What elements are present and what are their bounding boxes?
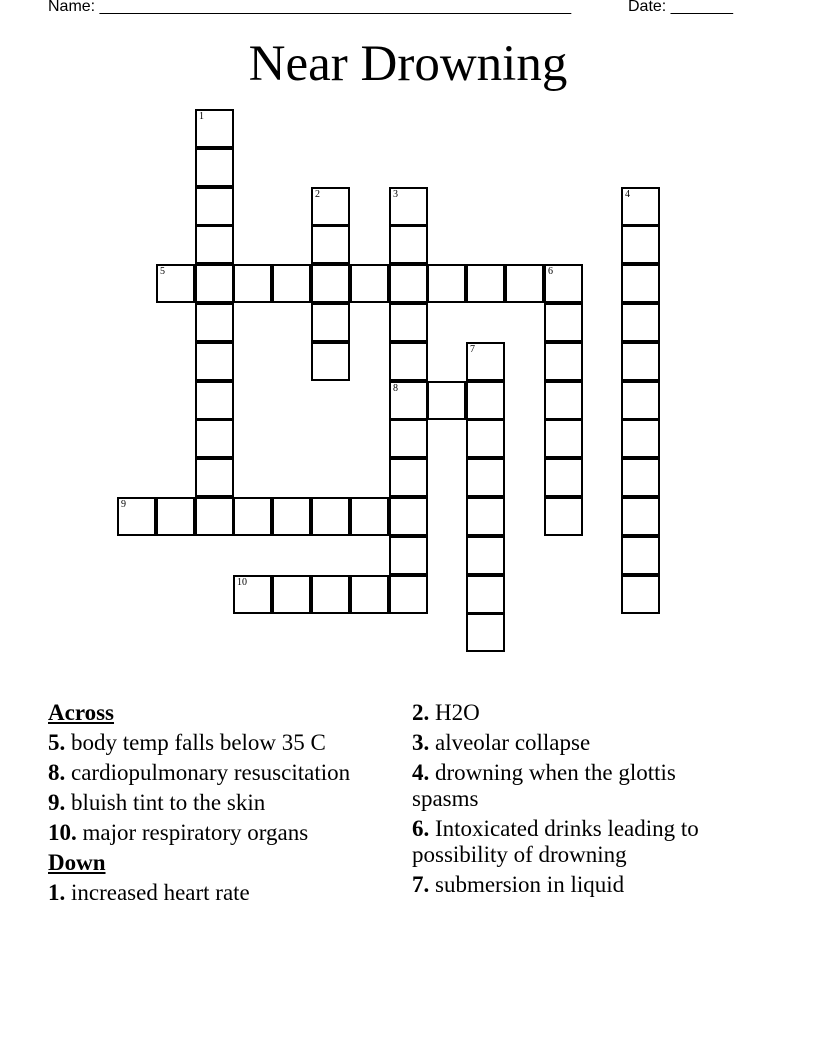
grid-cell[interactable] — [505, 264, 544, 303]
grid-cell[interactable] — [544, 419, 583, 458]
clue-text: alveolar collapse — [435, 730, 591, 755]
grid-cell[interactable] — [389, 187, 428, 226]
grid-cell[interactable] — [466, 264, 505, 303]
puzzle-title: Near Drowning — [248, 36, 568, 92]
clue-number: 2. — [412, 700, 430, 725]
grid-cell[interactable] — [311, 187, 350, 226]
clue-number-label: 5 — [160, 266, 165, 277]
grid-cell[interactable] — [311, 303, 350, 342]
clue-number: 3. — [412, 730, 430, 755]
grid-cell[interactable] — [544, 381, 583, 420]
grid-cell[interactable] — [195, 264, 234, 303]
grid-cell[interactable] — [195, 497, 234, 536]
clue-text: Intoxicated drinks leading to possibility of drowning — [412, 816, 699, 867]
clue-across-5 — [48, 730, 383, 756]
grid-cell[interactable] — [389, 575, 428, 614]
grid-cell[interactable] — [544, 497, 583, 536]
grid-cell[interactable] — [389, 536, 428, 575]
grid-cell[interactable] — [544, 458, 583, 497]
grid-cell[interactable] — [195, 381, 234, 420]
grid-cell[interactable] — [621, 381, 660, 420]
clue-number: 7. — [412, 872, 430, 897]
clue-down-3 — [412, 730, 742, 756]
grid-cell[interactable] — [466, 419, 505, 458]
grid-cell[interactable] — [195, 458, 234, 497]
grid-cell[interactable] — [389, 497, 428, 536]
grid-cell[interactable] — [621, 575, 660, 614]
clue-number: 9. — [48, 790, 66, 815]
clue-down-4 — [412, 760, 742, 812]
clue-text: bluish tint to the skin — [71, 790, 266, 815]
grid-cell[interactable] — [195, 225, 234, 264]
grid-cell[interactable] — [311, 264, 350, 303]
grid-cell[interactable] — [272, 575, 311, 614]
grid-cell[interactable] — [195, 342, 234, 381]
clue-number: 5. — [48, 730, 66, 755]
clue-number: 4. — [412, 760, 430, 785]
grid-cell[interactable] — [156, 264, 195, 303]
grid-cell[interactable] — [311, 225, 350, 264]
grid-cell[interactable] — [621, 342, 660, 381]
down-heading: Down — [48, 850, 106, 875]
clue-across-10 — [48, 820, 383, 846]
grid-cell[interactable] — [466, 342, 505, 381]
grid-cell[interactable] — [466, 575, 505, 614]
clue-down-7 — [412, 872, 742, 898]
grid-cell[interactable] — [544, 264, 583, 303]
clue-number-label: 3 — [393, 189, 398, 200]
clue-number: 10. — [48, 820, 77, 845]
grid-cell[interactable] — [350, 497, 389, 536]
grid-cell[interactable] — [544, 303, 583, 342]
grid-cell[interactable] — [233, 497, 272, 536]
clue-number-label: 9 — [121, 499, 126, 510]
clue-number-label: 1 — [199, 111, 204, 122]
grid-cell[interactable] — [350, 575, 389, 614]
grid-cell[interactable] — [195, 419, 234, 458]
clue-number-label: 4 — [625, 189, 630, 200]
grid-cell[interactable] — [311, 575, 350, 614]
clue-number: 6. — [412, 816, 430, 841]
name-field-label: Name: _____________________________________________________ — [48, 0, 572, 15]
grid-cell[interactable] — [466, 458, 505, 497]
grid-cell[interactable] — [621, 458, 660, 497]
grid-cell[interactable] — [427, 381, 466, 420]
clue-text: body temp falls below 35 C — [71, 730, 326, 755]
grid-cell[interactable] — [621, 497, 660, 536]
grid-cell[interactable] — [621, 225, 660, 264]
across-heading: Across — [48, 700, 115, 725]
grid-cell[interactable] — [621, 264, 660, 303]
clue-text: submersion in liquid — [435, 872, 625, 897]
clue-down-2 — [412, 700, 742, 726]
clue-number: 1. — [48, 880, 66, 905]
grid-cell[interactable] — [389, 342, 428, 381]
grid-cell[interactable] — [272, 264, 311, 303]
clues-left-column — [48, 700, 383, 910]
grid-cell[interactable] — [544, 342, 583, 381]
grid-cell[interactable] — [621, 303, 660, 342]
grid-cell[interactable] — [195, 148, 234, 187]
grid-cell[interactable] — [621, 536, 660, 575]
grid-cell[interactable] — [389, 264, 428, 303]
grid-cell[interactable] — [621, 419, 660, 458]
clue-across-9 — [48, 790, 383, 816]
clue-text: H2O — [435, 700, 480, 725]
grid-cell[interactable] — [466, 497, 505, 536]
grid-cell[interactable] — [233, 264, 272, 303]
grid-cell[interactable] — [389, 419, 428, 458]
clue-number-label: 7 — [470, 344, 475, 355]
grid-cell[interactable] — [156, 497, 195, 536]
grid-cell[interactable] — [195, 187, 234, 226]
clue-across-8 — [48, 760, 383, 786]
grid-cell[interactable] — [350, 264, 389, 303]
grid-cell[interactable] — [272, 497, 311, 536]
clue-number-label: 6 — [548, 266, 553, 277]
grid-cell[interactable] — [389, 381, 428, 420]
grid-cell[interactable] — [233, 575, 272, 614]
grid-cell[interactable] — [466, 536, 505, 575]
grid-cell[interactable] — [389, 303, 428, 342]
grid-cell[interactable] — [195, 109, 234, 148]
clue-text: drowning when the glottis spasms — [412, 760, 676, 811]
clue-down-6 — [412, 816, 742, 868]
clue-number: 8. — [48, 760, 66, 785]
clue-number-label: 8 — [393, 383, 398, 394]
grid-cell[interactable] — [311, 497, 350, 536]
grid-cell[interactable] — [311, 342, 350, 381]
grid-cell[interactable] — [389, 225, 428, 264]
grid-cell[interactable] — [621, 187, 660, 226]
grid-cell[interactable] — [389, 458, 428, 497]
clue-down-1 — [48, 880, 383, 906]
grid-cell[interactable] — [427, 264, 466, 303]
clue-text: increased heart rate — [71, 880, 250, 905]
clue-number-label: 10 — [237, 577, 247, 588]
grid-cell[interactable] — [466, 613, 505, 652]
date-field-label: Date: _______ — [628, 0, 733, 15]
grid-cell[interactable] — [195, 303, 234, 342]
clue-text: major respiratory organs — [82, 820, 309, 845]
clue-number-label: 2 — [315, 189, 320, 200]
grid-cell[interactable] — [117, 497, 156, 536]
clue-text: cardiopulmonary resuscitation — [71, 760, 351, 785]
clues-right-column — [412, 700, 742, 902]
grid-cell[interactable] — [466, 381, 505, 420]
